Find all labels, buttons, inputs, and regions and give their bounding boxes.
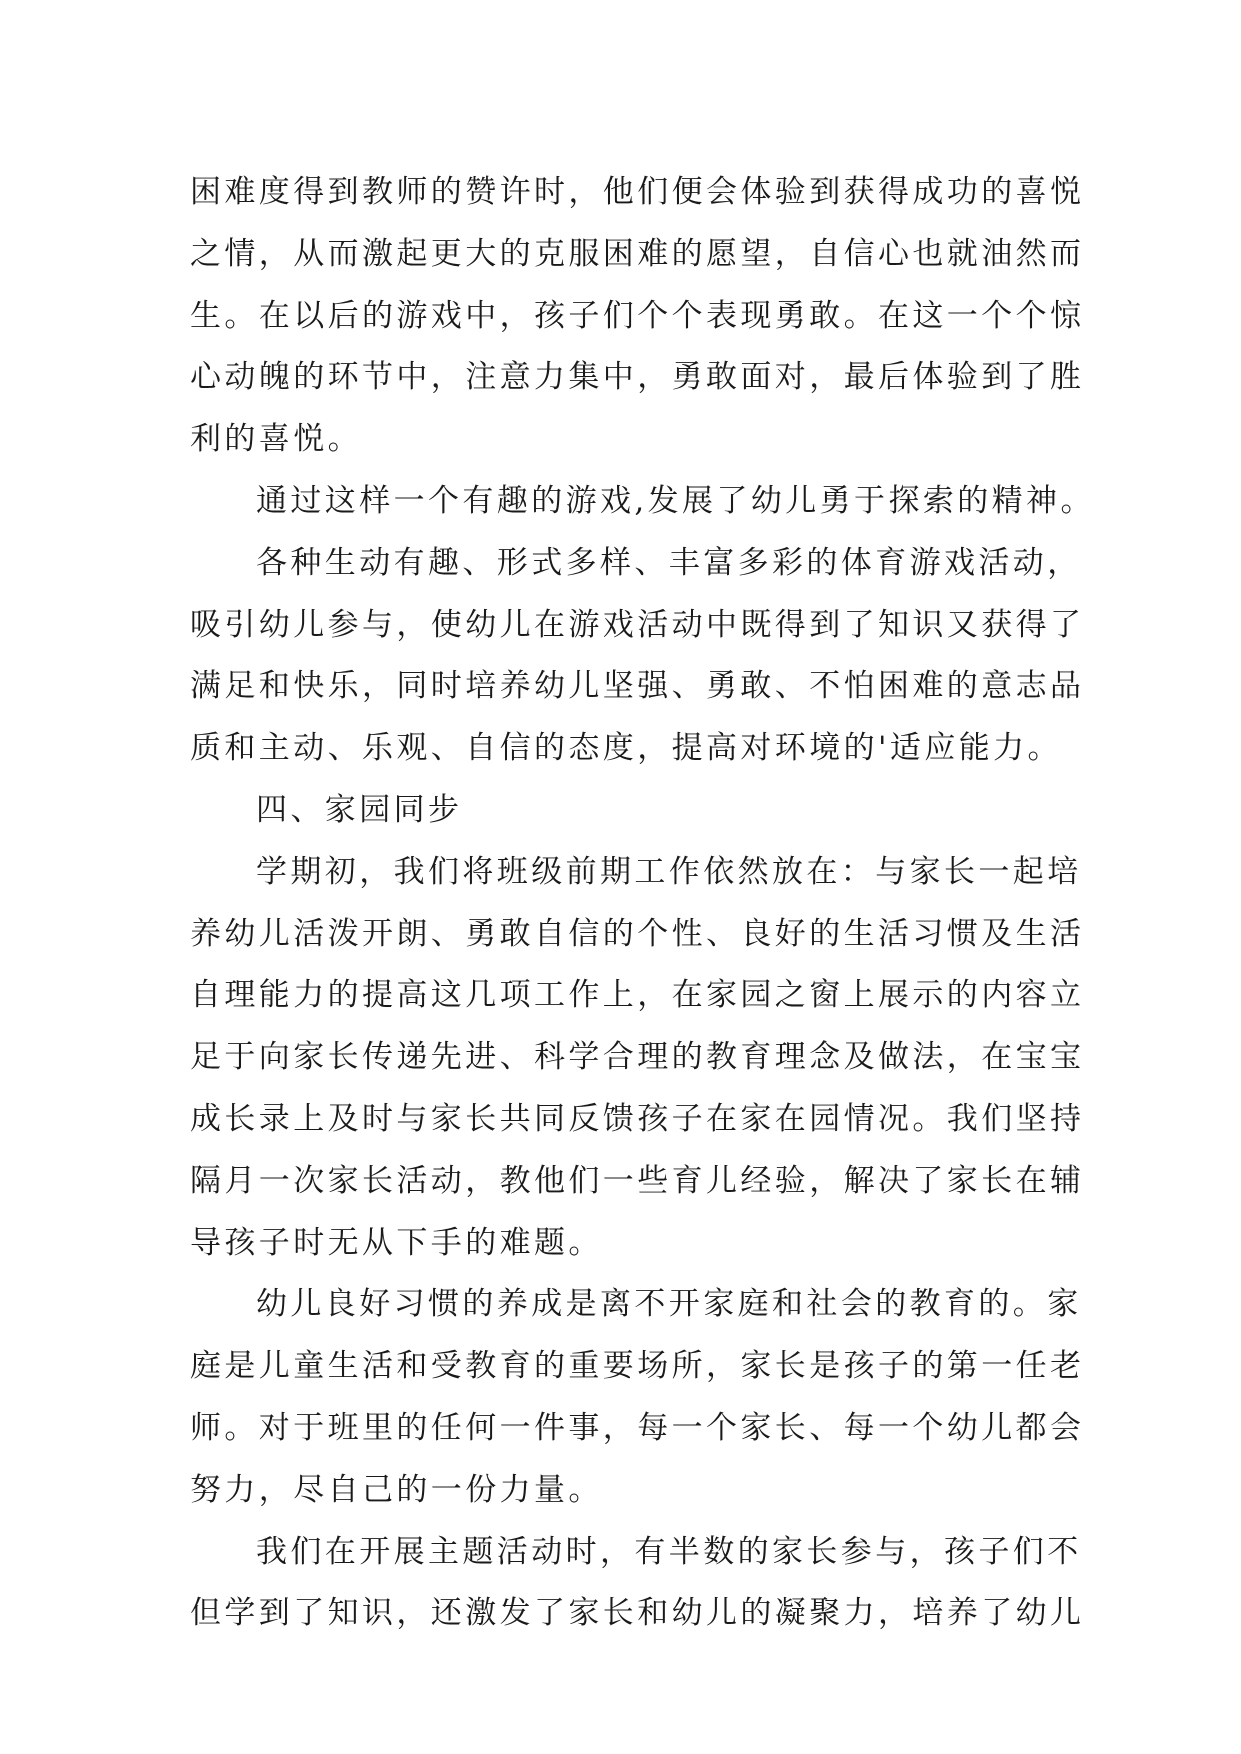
paragraph-first-line: 我们在开展主题活动时，有半数的家长参与，孩子们不 [256, 1533, 1082, 1570]
text-line: 导孩子时无从下手的难题。 [190, 1224, 603, 1261]
text-line: 成长录上及时与家长共同反馈孩子在家在园情况。我们坚持 [190, 1100, 1085, 1137]
text-line: 心动魄的环节中，注意力集中，勇敢面对，最后体验到了胜 [190, 359, 1085, 396]
text-line: 生。在以后的游戏中，孩子们个个表现勇敢。在这一个个惊 [190, 297, 1085, 334]
text-line: 养幼儿活泼开朗、勇敢自信的个性、良好的生活习惯及生活 [190, 915, 1085, 952]
paragraph-first-line: 幼儿良好习惯的养成是离不开家庭和社会的教育的。家 [256, 1286, 1082, 1323]
text-line: 但学到了知识，还激发了家长和幼儿的凝聚力，培养了幼儿 [190, 1595, 1085, 1632]
document-body [190, 162, 1095, 1645]
paragraph-first-line: 通过这样一个有趣的游戏,发展了幼儿勇于探索的精神。 [256, 482, 1095, 519]
text-line: 庭是儿童生活和受教育的重要场所，家长是孩子的第一任老 [190, 1348, 1085, 1385]
text-line: 吸引幼儿参与，使幼儿在游戏活动中既得到了知识又获得了 [190, 606, 1085, 643]
paragraph-first-line: 各种生动有趣、形式多样、丰富多彩的体育游戏活动， [256, 544, 1082, 581]
text-line: 质和主动、乐观、自信的态度，提高对环境的'适应能力。 [190, 730, 1062, 767]
text-line: 隔月一次家长活动，教他们一些育儿经验，解决了家长在辅 [190, 1162, 1085, 1199]
text-line: 努力，尽自己的一份力量。 [190, 1471, 603, 1508]
section-heading: 四、家园同步 [256, 791, 463, 828]
text-line: 之情，从而激起更大的克服困难的愿望，自信心也就油然而 [190, 235, 1085, 272]
text-line: 自理能力的提高这几项工作上，在家园之窗上展示的内容立 [190, 977, 1085, 1014]
text-line: 满足和快乐，同时培养幼儿坚强、勇敢、不怕困难的意志品 [190, 668, 1085, 705]
text-line: 利的喜悦。 [190, 421, 362, 458]
paragraph-first-line: 学期初，我们将班级前期工作依然放在：与家长一起培 [256, 853, 1082, 890]
text-line: 师。对于班里的任何一件事，每一个家长、每一个幼儿都会 [190, 1409, 1085, 1446]
text-line: 困难度得到教师的赞许时，他们便会体验到获得成功的喜悦 [190, 174, 1085, 210]
text-line: 足于向家长传递先进、科学合理的教育理念及做法，在宝宝 [190, 1039, 1085, 1076]
